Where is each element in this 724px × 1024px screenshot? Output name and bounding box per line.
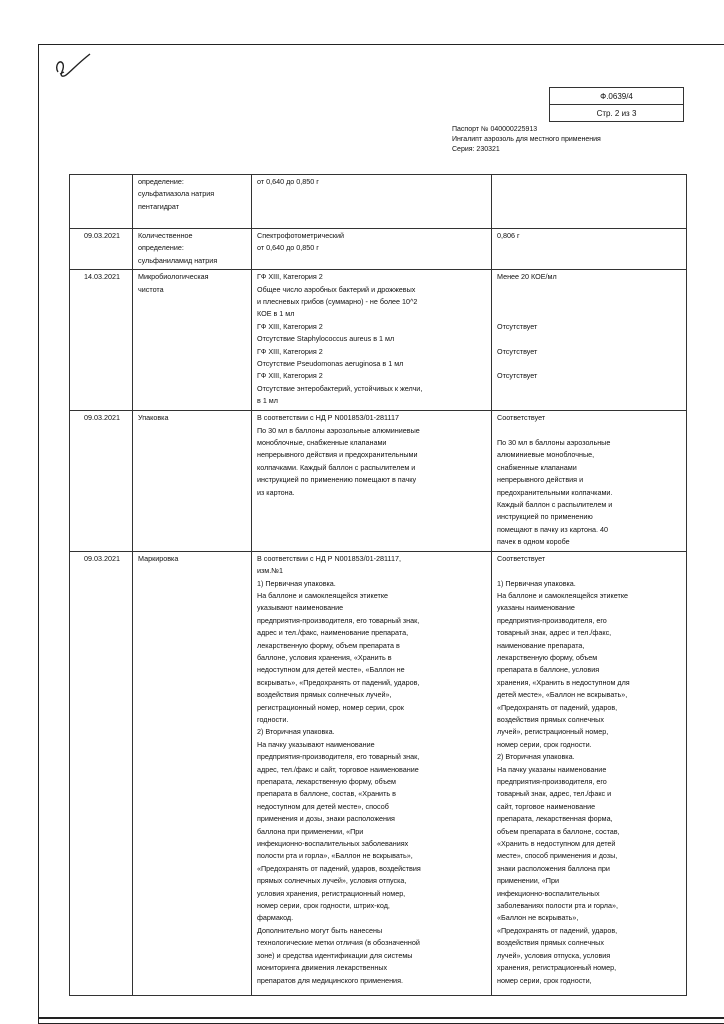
cell-norm: В соответствии с НД Р N001853/01-281117, изм.№1 1) Первичная упаковка. На баллоне и самоклеящейся этикетке указывают наименование предприятия-производителя, его товарный знак, адрес и тел./факс, наименование препарата, лекарственную форму, объем препарата в баллоне, условия хранения, «Хранить в недоступном для детей месте», «Баллон не вскрывать», «Предохранять от падений, ударов, воздействия прямых солнечных лучей», регистрационный номер, номер серии, срок годности. 2) Вторичная упаковка. На пачку указывают наименование предприятия-производителя, его товарный знак, адрес, тел./факс и сайт, торговое наименование препарата, лекарственную форму, объем препарата в баллоне, состав, «Хранить в недоступном для детей месте», способ применения и дозы, знаки расположения баллона при применении, «При инфекционно-воспалительных заболеваниях полости рта и горла», «Баллон не вскрывать», «Предохранять от падений, ударов, воздействия прямых солнечных лучей», условия отпуска, условия хранения, регистрационный номер, номер серии, срок годности, штрих-код, фармакод. Дополнительно могут быть нанесены технологические метки отличия (в обозначенной зоне) и средства идентификации для системы мониторинга движения лекарственных препаратов для медицинского применения. <box>252 551 492 995</box>
cell-indicator: определение: сульфатиазола натрия пентагидрат <box>133 175 252 229</box>
bottom-border <box>38 1017 724 1019</box>
passport-number: Паспорт № 040000225913 <box>452 126 538 133</box>
cell-indicator: Упаковка <box>133 411 252 551</box>
cell-indicator: Микробиологическая чистота <box>133 270 252 411</box>
product-name: Ингалипт аэрозоль для местного применения <box>452 136 601 143</box>
cell-date: 14.03.2021 <box>70 270 133 411</box>
cell-result: 0,806 г <box>492 229 687 270</box>
passport-header <box>452 125 601 155</box>
cell-norm: В соответствии с НД Р N001853/01-281117 По 30 мл в баллоны аэрозольные алюминиевые моноблочные, снабженные клапанами непрерывного действия и предохранительными колпачками. Каждый баллон с распылителем и инструкцией по применению помещают в пачку из картона. <box>252 411 492 551</box>
page-number: Стр. 2 из 3 <box>550 105 684 122</box>
table-row <box>70 411 687 551</box>
cell-indicator: Маркировка <box>133 551 252 995</box>
table-row <box>70 229 687 270</box>
cell-result: Менее 20 КОЕ/мл Отсутствует Отсутствует Отсутствует <box>492 270 687 411</box>
cell-date <box>70 175 133 229</box>
series-number: Серия: 230321 <box>452 146 500 153</box>
form-code: Ф.0639/4 <box>550 88 684 105</box>
cell-indicator: Количественное определение: сульфаниламид натрия <box>133 229 252 270</box>
cell-date: 09.03.2021 <box>70 551 133 995</box>
cell-norm: от 0,640 до 0,850 г <box>252 175 492 229</box>
cell-norm: ГФ XIII, Категория 2 Общее число аэробных бактерий и дрожжевых и плесневых грибов (суммарно) - не более 10^2 КОЕ в 1 мл ГФ XIII, Категория 2 Отсутствие Staphylococcus aureus в 1 мл ГФ XIII, Категория 2 Отсутствие Pseudomonas aeruginosa в 1 мл ГФ XIII, Категория 2 Отсутствие энтеробактерий, устойчивых к желчи, в 1 мл <box>252 270 492 411</box>
table-row <box>70 175 687 229</box>
cell-date: 09.03.2021 <box>70 411 133 551</box>
table-row <box>70 270 687 411</box>
analysis-table <box>69 174 687 996</box>
cell-date: 09.03.2021 <box>70 229 133 270</box>
cell-norm: Спектрофотометрический от 0,640 до 0,850 г <box>252 229 492 270</box>
cell-result <box>492 175 687 229</box>
form-code-box <box>549 87 684 122</box>
handwritten-signature <box>50 50 96 82</box>
cell-result: Соответствует По 30 мл в баллоны аэрозольные алюминиевые моноблочные, снабженные клапанами непрерывного действия и предохранительными колпачками. Каждый баллон с распылителем и инструкцией по применению помещают в пачку из картона. 40 пачек в одном коробе <box>492 411 687 551</box>
cell-result: Соответствует 1) Первичная упаковка. На баллоне и самоклеящейся этикетке указаны наименование предприятия-производителя, его товарный знак, адрес и тел./факс, наименование препарата, лекарственную форму, объем препарата в баллоне, условия хранения, «Хранить в недоступном для детей месте», «Баллон не вскрывать», «Предохранять от падений, ударов, воздействия прямых солнечных лучей», регистрационный номер, номер серии, срок годности. 2) Вторичная упаковка. На пачку указаны наименование предприятия-производителя, его товарный знак, адрес, тел./факс и сайт, торговое наименование препарата, лекарственная форма, объем препарата в баллоне, состав, «Хранить в недоступном для детей месте», способ применения и дозы, знаки расположения баллона при применении, «При инфекционно-воспалительных заболеваниях полости рта и горла», «Баллон не вскрывать», «Предохранять от падений, ударов, воздействия прямых солнечных лучей», условия отпуска, условия хранения, регистрационный номер, номер серии, срок годности, <box>492 551 687 995</box>
table-row <box>70 551 687 995</box>
